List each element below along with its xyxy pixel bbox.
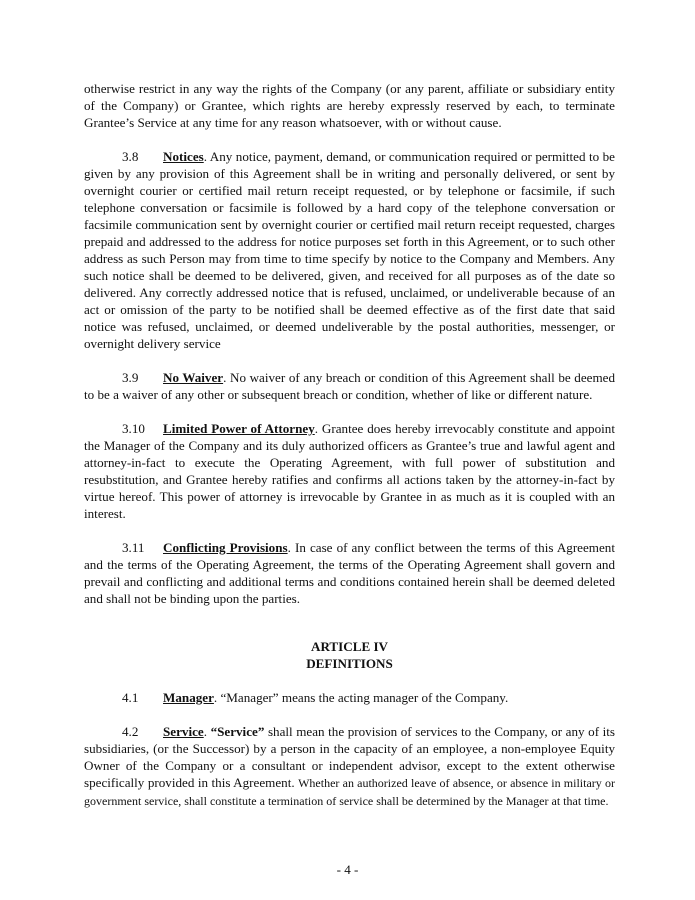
section-3-9 (84, 369, 615, 403)
section-3-10 (84, 420, 615, 522)
definition-4-2 (84, 723, 615, 810)
section-heading: No Waiver (163, 370, 224, 385)
section-text: . “Manager” means the acting manager of the Company. (213, 690, 509, 705)
article-title: DEFINITIONS (306, 656, 393, 671)
section-number: 4.2 (122, 724, 139, 739)
section-number: 3.11 (122, 540, 145, 555)
section-number: 3.8 (122, 149, 139, 164)
intro-paragraph: otherwise restrict in any way the rights of the Company (or any parent, affiliate or subsidiary entity of the Company) or Grantee, which rights are hereby expressly reserved by each, to terminate Grantee’s Service at any time for any reason whatsoever, with or without cause. (84, 81, 615, 130)
section-text-small: Whether an authorized leave of absence, or absence in military or government service, shall constitute a termination of service shall be determined by the Manager at that time. (84, 776, 615, 808)
section-text: . (203, 724, 211, 739)
article-heading (84, 638, 615, 672)
section-heading: Manager (163, 690, 214, 705)
section-heading: Limited Power of Attorney (163, 421, 315, 436)
defined-term: “Service” (210, 724, 265, 739)
section-text: . In case of any conflict between the terms of this Agreement and the terms of the Operating Agreement, the terms of the Operating Agreement shall govern and prevail and conflicting and additional terms and conditions contained herein shall be deemed deleted and shall not be binding upon the parties. (84, 540, 615, 606)
section-heading: Notices (163, 149, 204, 164)
section-text: . Grantee does hereby irrevocably constitute and appoint the Manager of the Company and its duly authorized officers as Grantee’s true and lawful agent and attorney-in-fact to execute the Operating Agreement, with full power of substitution and resubstitution, and Grantee hereby ratifies and confirms all actions taken by the attorney-in-fact by virtue hereof. This power of attorney is irrevocable by Grantee in as much as it is coupled with an interest. (84, 421, 615, 521)
section-3-11 (84, 539, 615, 607)
section-heading: Service (163, 724, 204, 739)
definition-4-1 (84, 689, 615, 706)
section-text: . Any notice, payment, demand, or communication required or permitted to be given by any provision of this Agreement shall be in writing and personally delivered, or sent by overnight courier or certified mail return receipt requested, or by telephone or facsimile, if such telephone conversation or facsimile is followed by a hard copy of the telephone conversation or facsimile communication sent by overnight courier or certified mail return receipt requested, charges prepaid and addressed to the address for notice purposes set forth in this Agreement, or to such other address as such Person may from time to time specify by notice to the Company and Members. Any such notice shall be deemed to be delivered, given, and received for all purposes as of the date so delivered. Any correctly addressed notice that is refused, unclaimed, or undeliverable because of an act or omission of the party to be notified shall be deemed effective as of the first date that said notice was refused, unclaimed, or deemed undeliverable by the postal authorities, messenger, or overnight delivery service (84, 149, 615, 351)
section-heading: Conflicting Provisions (163, 540, 288, 555)
page-number: - 4 - (336, 862, 359, 877)
section-text: . No waiver of any breach or condition of this Agreement shall be deemed to be a waiver of any other or subsequent breach or condition, whether of like or different nature. (84, 370, 615, 402)
article-number: ARTICLE IV (310, 639, 389, 654)
section-number: 4.1 (122, 690, 139, 705)
document-page (84, 80, 615, 810)
section-number: 3.10 (122, 421, 145, 436)
section-number: 3.9 (122, 370, 139, 385)
section-text: shall mean the provision of services to the Company, or any of its subsidiaries, (or the Successor) by a person in the capacity of an employee, a non-employee Equity Owner of the Company or a consultant or independent advisor, except to the extent otherwise specifically provided in this Agreement. (84, 724, 615, 790)
section-3-8 (84, 148, 615, 352)
